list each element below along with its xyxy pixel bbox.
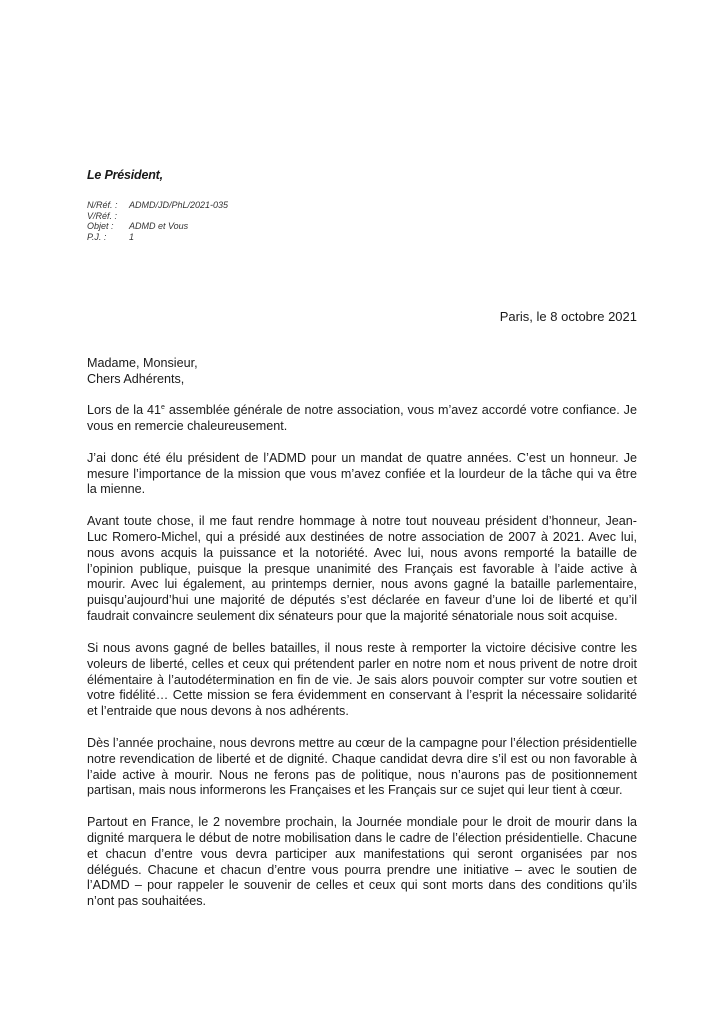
ordinal-superscript: e [161,404,165,412]
salutation-line: Chers Adhérents, [87,371,185,386]
reference-label: P.J. : [87,231,107,242]
paragraph-text: assemblée générale de notre association, vous m’avez accordé votre confiance. Je vous en remercie chaleureusement. [87,403,637,434]
reference-row [87,211,228,222]
paragraph: Partout en France, le 2 novembre prochain, la Journée mondiale pour le droit de mourir dans la dignité marquera le début de notre mobilisation dans le cadre de l’élection présidentielle. Chacune et chacun d’entre vous devra participer aux manifestations qui seront organisées par nos délégués. Chacune et chacun d’entre vous pourra prendre une initiative – avec le soutien de l’ADMD – pour rappeler le souvenir de celles et ceux qui sont morts dans des conditions qu’ils n’ont pas souhaitées. [87,814,637,909]
salutation-line: Madame, Monsieur, [87,356,198,370]
date-line: Paris, le 8 octobre 2021 [499,309,637,324]
paragraph: Dès l’année prochaine, nous devrons mettre au cœur de la campagne pour l’élection présidentielle notre revendication de liberté et de dignité. Chaque candidat devra dire s’il est ou non favorable à l’aide active à mourir. Nous ne ferons pas de politique, nous n’aurons pas de positionnement partisan, mais nous informerons les Françaises et les Français sur ce sujet qui leur tient à cœur. [87,735,637,798]
reference-value: ADMD/JD/PhL/2021-035 [129,200,229,210]
paragraph: Si nous avons gagné de belles batailles, il nous reste à remporter la victoire décisive contre les voleurs de liberté, celles et ceux qui prétendent parler en notre nom et nous privent de notre droit élémentaire à l’autodétermination en fin de vie. Je sais alors pouvoir compter sur votre soutien et votre fidélité… Cette mission se fera évidemment en conservant à l’esprit la nécessaire solidarité et l’entraide que nous devons à nos adhérents. [87,640,637,719]
reference-value: ADMD et Vous [129,221,189,231]
paragraph: J’ai donc été élu président de l’ADMD pour un mandat de quatre années. C’est un honneur. Je mesure l’importance de la mission que vous m’avez confiée et la lourdeur de la tâche qui va être la mienne. [87,450,637,497]
reference-row [87,200,228,211]
reference-label: V/Réf. : [87,210,118,221]
reference-label: N/Réf. : [87,200,118,210]
letter-body [87,356,637,910]
paragraph-text: Lors de la 41 [87,403,162,418]
reference-row [87,232,228,243]
reference-row [87,221,228,232]
reference-block [87,200,228,242]
reference-value: 1 [129,231,135,242]
sender-title: Le Président, [87,168,163,182]
reference-label: Objet : [87,221,114,231]
paragraph [87,403,637,435]
salutation [87,356,637,388]
paragraph: Avant toute chose, il me faut rendre hommage à notre tout nouveau président d’honneur, Jean-Luc Romero-Michel, qui a présidé aux destinées de notre association de 2007 à 2021. Avec lui, nous avons acquis la puissance et la notoriété. Avec lui, nous avons remporté la bataille de l’opinion publique, puisque la presque unanimité des Français est favorable à l’aide active à mourir. Avec lui également, au printemps dernier, nous avons gagné la bataille parlementaire, puisqu’aujourd’hui une majorité de députés s’est déclarée en faveur d’une loi de liberté et qu’il faudrait convaincre seulement dix sénateurs pour que la majorité sénatoriale nous soit acquise. [87,513,637,624]
